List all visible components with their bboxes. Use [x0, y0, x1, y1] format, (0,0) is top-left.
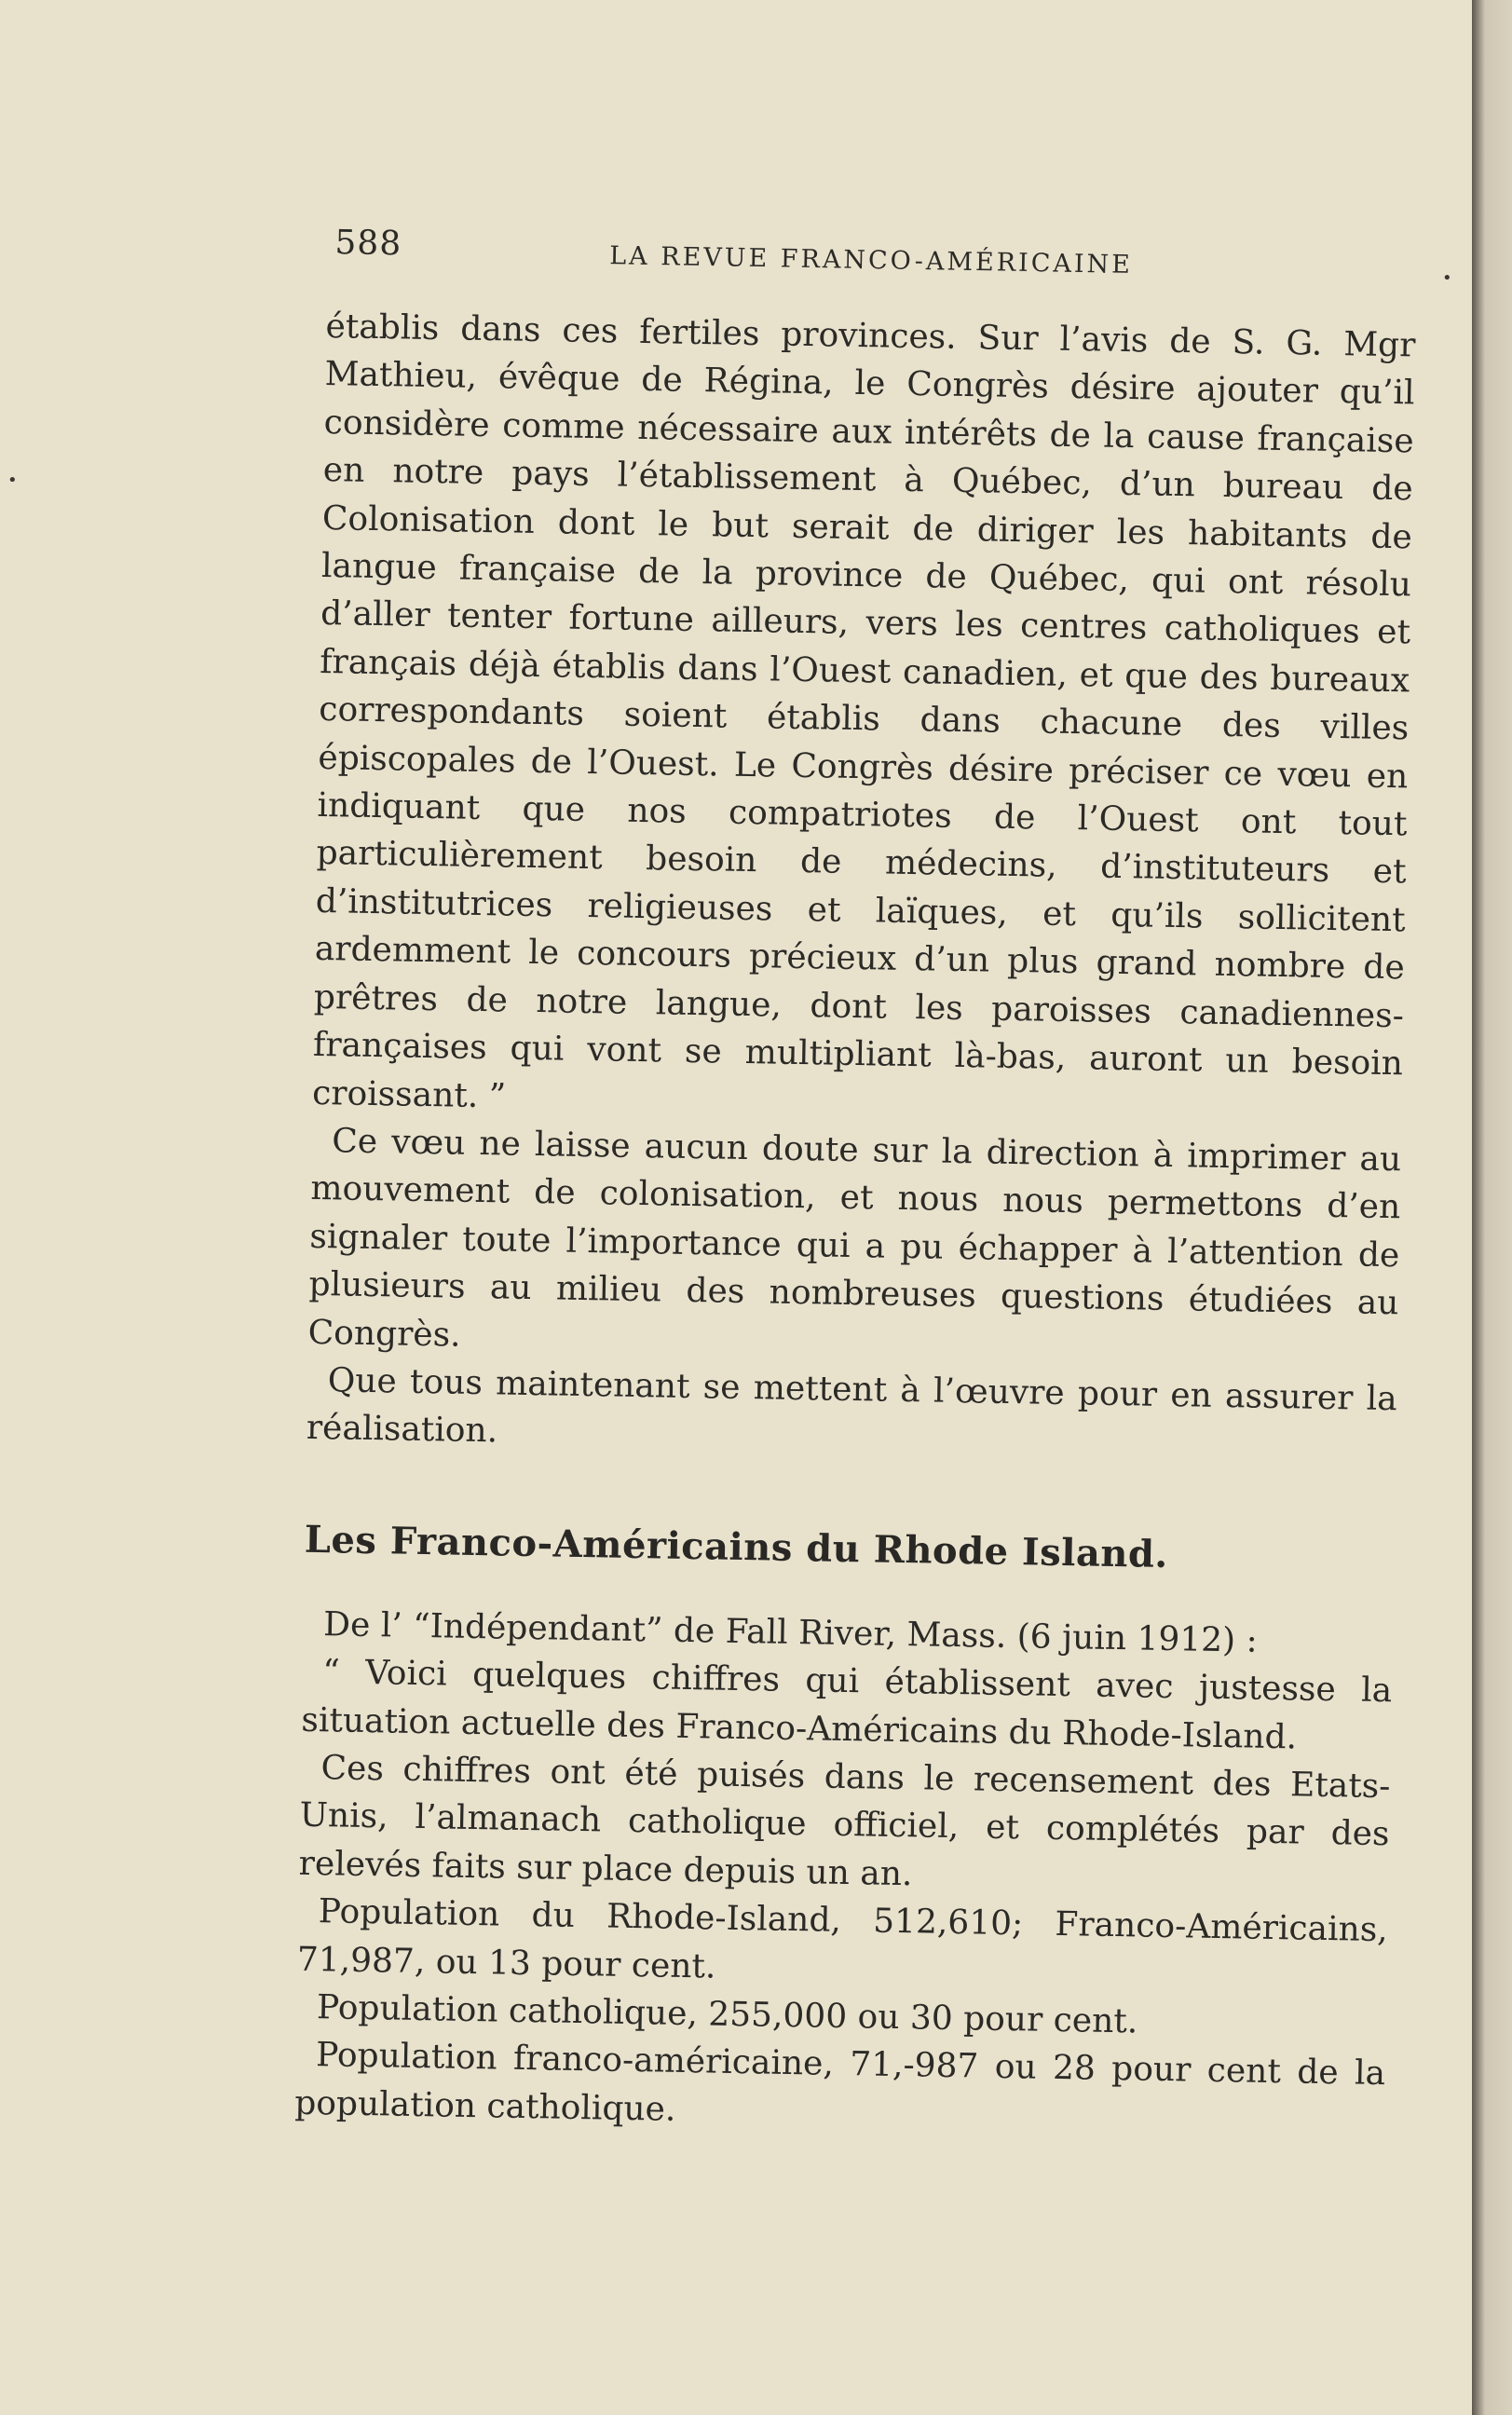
body-paragraph: Population catholique, 255,000 ou 30 pour cent.: [316, 1988, 1138, 2041]
body-paragraph: Population franco-américaine, 71,-987 ou 28 pour cent de la population catholique.: [293, 2036, 1386, 2129]
body-paragraph: “ Voici quelques chiffres qui établissent avec justesse la situation actuelle des Franco-Américains du Rhode-Island.: [301, 1653, 1393, 1756]
book-gutter-edge: [1472, 0, 1512, 2415]
body-paragraph: De l’ “Indépendant” de Fall River, Mass. (6 juin 1912) :: [322, 1604, 1259, 1660]
body-paragraph: Ces chiffres ont été puisés dans le recensement des Etats-Unis, l’almanach catholique officiel, et complétés par des relevés faits sur place depuis un an.: [298, 1749, 1391, 1894]
body-paragraph: Population du Rhode-Island, 512,610; Franco-Américains, 71,987, ou 13 pour cent.: [296, 1892, 1389, 1986]
body-paragraph: Que tous maintenant se mettent à l’œuvre pour en assurer la réalisation.: [306, 1361, 1397, 1451]
page-number: 588: [334, 223, 402, 264]
stray-mark: •: [7, 471, 18, 490]
stray-mark: •: [1442, 268, 1452, 288]
section-title: Les Franco-Américains du Rhode Island.: [304, 1517, 1169, 1576]
page-body: [294, 303, 1416, 2146]
running-head: LA REVUE FRANCO-AMÉRICAINE: [608, 241, 1134, 280]
body-paragraph: Ce vœu ne laisse aucun doute sur la direction à imprimer au mouvement de colonisation, et nous nous permettons d’en signaler toute l’importance qui a pu échapper à l’attention de plusieurs au milieu des nombreuses questions étudiées au Congrès.: [307, 1122, 1402, 1355]
body-paragraph: établis dans ces fertiles provinces. Sur l’avis de S. G. Mgr Mathieu, évêque de Régina, le Congrès désire ajouter qu’il considère comme nécessaire aux intérêts de la cause française en notre pays l’établissement à Québec, d’un bureau de Colonisation dont le but serait de diriger les habitants de langue française de la province de Québec, qui ont résolu d’aller tenter fortune ailleurs, vers les centres catholiques et français déjà établis dans l’Ouest canadien, et que des bureaux correspondants soient établis dans chacune des villes épiscopales de l’Ouest. Le Congrès désire préciser ce vœu en indiquant que nos compatriotes de l’Ouest ont tout particulièrement besoin de médecins, d’instituteurs et d’institutrices religieuses et laïques, et qu’ils sollicitent ardemment le concours précieux d’un plus grand nombre de prêtres de notre langue, dont les paroisses canadiennes-françaises qui vont se multipliant là-bas, auront un besoin croissant. ”: [311, 307, 1416, 1115]
